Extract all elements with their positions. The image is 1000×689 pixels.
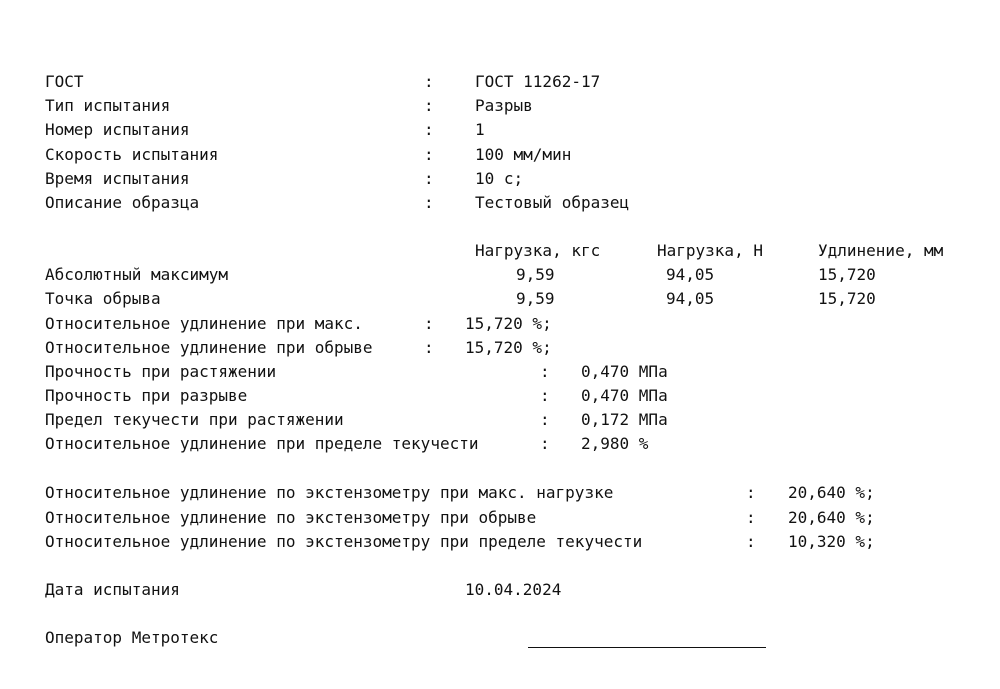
test-time-value: 10 с; bbox=[475, 169, 524, 188]
relative-elongation-max-label: Относительное удлинение при макс. bbox=[45, 314, 363, 333]
yield-strength-colon: : bbox=[540, 410, 550, 429]
test-type-label: Тип испытания bbox=[45, 96, 171, 115]
test-number-colon: : bbox=[424, 120, 434, 139]
test-time-label: Время испытания bbox=[45, 169, 190, 188]
operator-label: Оператор Метротекс bbox=[45, 628, 219, 647]
table-row-label: Абсолютный максимум bbox=[45, 265, 229, 284]
test-time-colon: : bbox=[424, 169, 434, 188]
tensile-strength-label: Прочность при растяжении bbox=[45, 362, 277, 381]
yield-elongation-label: Относительное удлинение при пределе текучести bbox=[45, 434, 479, 453]
table-cell-load-kgf: 9,59 bbox=[516, 289, 555, 308]
test-speed-label: Скорость испытания bbox=[45, 145, 219, 164]
test-number-value: 1 bbox=[475, 120, 485, 139]
relative-elongation-break-value: 15,720 %; bbox=[465, 338, 552, 357]
sample-description-colon: : bbox=[424, 193, 434, 212]
extensometer-break-colon: : bbox=[746, 508, 756, 527]
sample-description-label: Описание образца bbox=[45, 193, 200, 212]
test-date-value: 10.04.2024 bbox=[465, 580, 562, 599]
table-cell-elongation-mm: 15,720 bbox=[818, 289, 876, 308]
yield-elongation-colon: : bbox=[540, 434, 550, 453]
extensometer-yield-label: Относительное удлинение по экстензометру при пределе текучести bbox=[45, 532, 643, 551]
table-cell-load-n: 94,05 bbox=[666, 289, 715, 308]
yield-strength-value: 0,172 МПа bbox=[581, 410, 668, 429]
table-cell-elongation-mm: 15,720 bbox=[818, 265, 876, 284]
sample-description-value: Тестовый образец bbox=[475, 193, 630, 212]
extensometer-yield-colon: : bbox=[746, 532, 756, 551]
yield-strength-label: Предел текучести при растяжении bbox=[45, 410, 344, 429]
break-strength-colon: : bbox=[540, 386, 550, 405]
table-cell-load-kgf: 9,59 bbox=[516, 265, 555, 284]
relative-elongation-break-label: Относительное удлинение при обрыве bbox=[45, 338, 373, 357]
extensometer-max-load-value: 20,640 %; bbox=[788, 483, 875, 502]
gost-colon: : bbox=[424, 72, 434, 91]
extensometer-yield-value: 10,320 %; bbox=[788, 532, 875, 551]
column-header-elongation-mm: Удлинение, мм bbox=[818, 241, 944, 260]
extensometer-break-value: 20,640 %; bbox=[788, 508, 875, 527]
gost-value: ГОСТ 11262-17 bbox=[475, 72, 601, 91]
break-strength-value: 0,470 МПа bbox=[581, 386, 668, 405]
tensile-strength-colon: : bbox=[540, 362, 550, 381]
table-row-label: Точка обрыва bbox=[45, 289, 161, 308]
test-number-label: Номер испытания bbox=[45, 120, 190, 139]
gost-label: ГОСТ bbox=[45, 72, 84, 91]
extensometer-max-load-label: Относительное удлинение по экстензометру при макс. нагрузке bbox=[45, 483, 614, 502]
extensometer-max-load-colon: : bbox=[746, 483, 756, 502]
test-type-colon: : bbox=[424, 96, 434, 115]
test-date-label: Дата испытания bbox=[45, 580, 180, 599]
tensile-strength-value: 0,470 МПа bbox=[581, 362, 668, 381]
signature-line bbox=[528, 647, 766, 648]
test-type-value: Разрыв bbox=[475, 96, 533, 115]
table-cell-load-n: 94,05 bbox=[666, 265, 715, 284]
test-speed-colon: : bbox=[424, 145, 434, 164]
test-speed-value: 100 мм/мин bbox=[475, 145, 572, 164]
yield-elongation-value: 2,980 % bbox=[581, 434, 649, 453]
break-strength-label: Прочность при разрыве bbox=[45, 386, 248, 405]
relative-elongation-max-value: 15,720 %; bbox=[465, 314, 552, 333]
relative-elongation-break-colon: : bbox=[424, 338, 434, 357]
column-header-load-kgf: Нагрузка, кгс bbox=[475, 241, 601, 260]
extensometer-break-label: Относительное удлинение по экстензометру при обрыве bbox=[45, 508, 537, 527]
relative-elongation-max-colon: : bbox=[424, 314, 434, 333]
column-header-load-n: Нагрузка, Н bbox=[657, 241, 763, 260]
